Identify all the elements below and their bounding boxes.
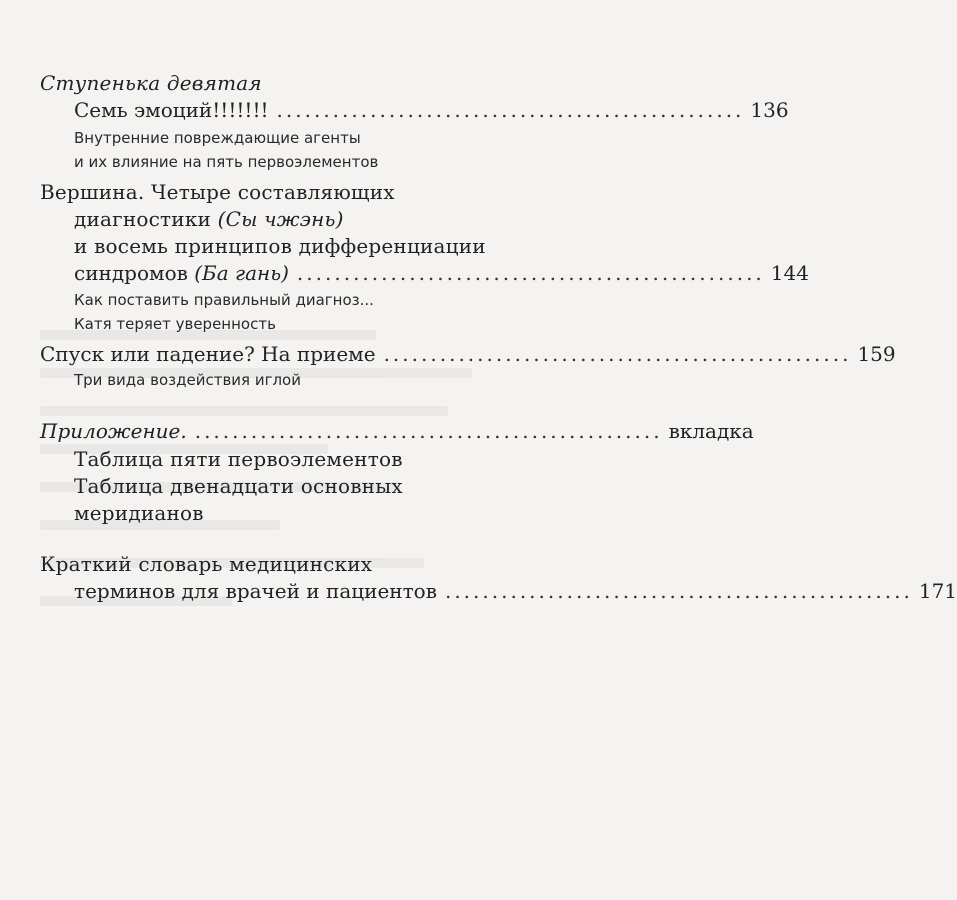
section-glossary-line1: Краткий словарь медицинских	[40, 552, 373, 576]
summit-text: синдромов	[74, 261, 195, 285]
toc-entry-descent[interactable]	[40, 342, 896, 366]
toc-entry-appendix[interactable]	[40, 419, 754, 443]
toc-entry-glossary[interactable]	[74, 579, 957, 603]
leader-dots: ..................................................	[276, 98, 745, 122]
subentry-katya: Катя теряет уверенность	[74, 315, 276, 333]
summit-term: (Ба гань)	[194, 261, 289, 285]
leader-dots: ..................................................	[383, 342, 852, 366]
page-number: вкладка	[668, 419, 754, 443]
section-summit-line3: и восемь принципов дифференциации	[74, 234, 486, 258]
subentry-table12-line2: меридианов	[74, 501, 204, 525]
bleed-through-text	[40, 330, 520, 750]
toc-entry-summit[interactable]	[74, 261, 809, 285]
subentry-table12-line1: Таблица двенадцати основных	[74, 474, 403, 498]
subentry-diagnosis: Как поставить правильный диагноз...	[74, 291, 374, 309]
entry-title: Семь эмоций!!!!!!!	[74, 98, 269, 122]
entry-title: Спуск или падение? На приеме	[40, 342, 376, 366]
page-number: 144	[770, 261, 809, 285]
section-summit-line1: Вершина. Четыре составляющих	[40, 180, 395, 204]
summit-term: (Сы чжэнь)	[217, 207, 344, 231]
entry-title	[74, 263, 289, 283]
summit-text: диагностики	[74, 207, 218, 231]
leader-dots: ..................................................	[444, 579, 913, 603]
entry-title: Приложение.	[40, 419, 187, 443]
toc-entry-seven-emotions[interactable]	[74, 98, 789, 122]
page-number: 171	[918, 579, 957, 603]
section-step9: Ступенька девятая	[40, 71, 262, 95]
leader-dots: ..................................................	[194, 419, 663, 443]
subentry-table5: Таблица пяти первоэлементов	[74, 447, 403, 471]
subentry-three-types: Три вида воздействия иглой	[74, 371, 301, 389]
section-summit-line2	[74, 209, 344, 229]
subentry-internal-agents-2: и их влияние на пять первоэлементов	[74, 153, 379, 171]
page-number: 159	[857, 342, 896, 366]
subentry-internal-agents-1: Внутренние повреждающие агенты	[74, 129, 361, 147]
entry-title: терминов для врачей и пациентов	[74, 579, 437, 603]
page-number: 136	[750, 98, 789, 122]
leader-dots: ..................................................	[296, 261, 765, 285]
